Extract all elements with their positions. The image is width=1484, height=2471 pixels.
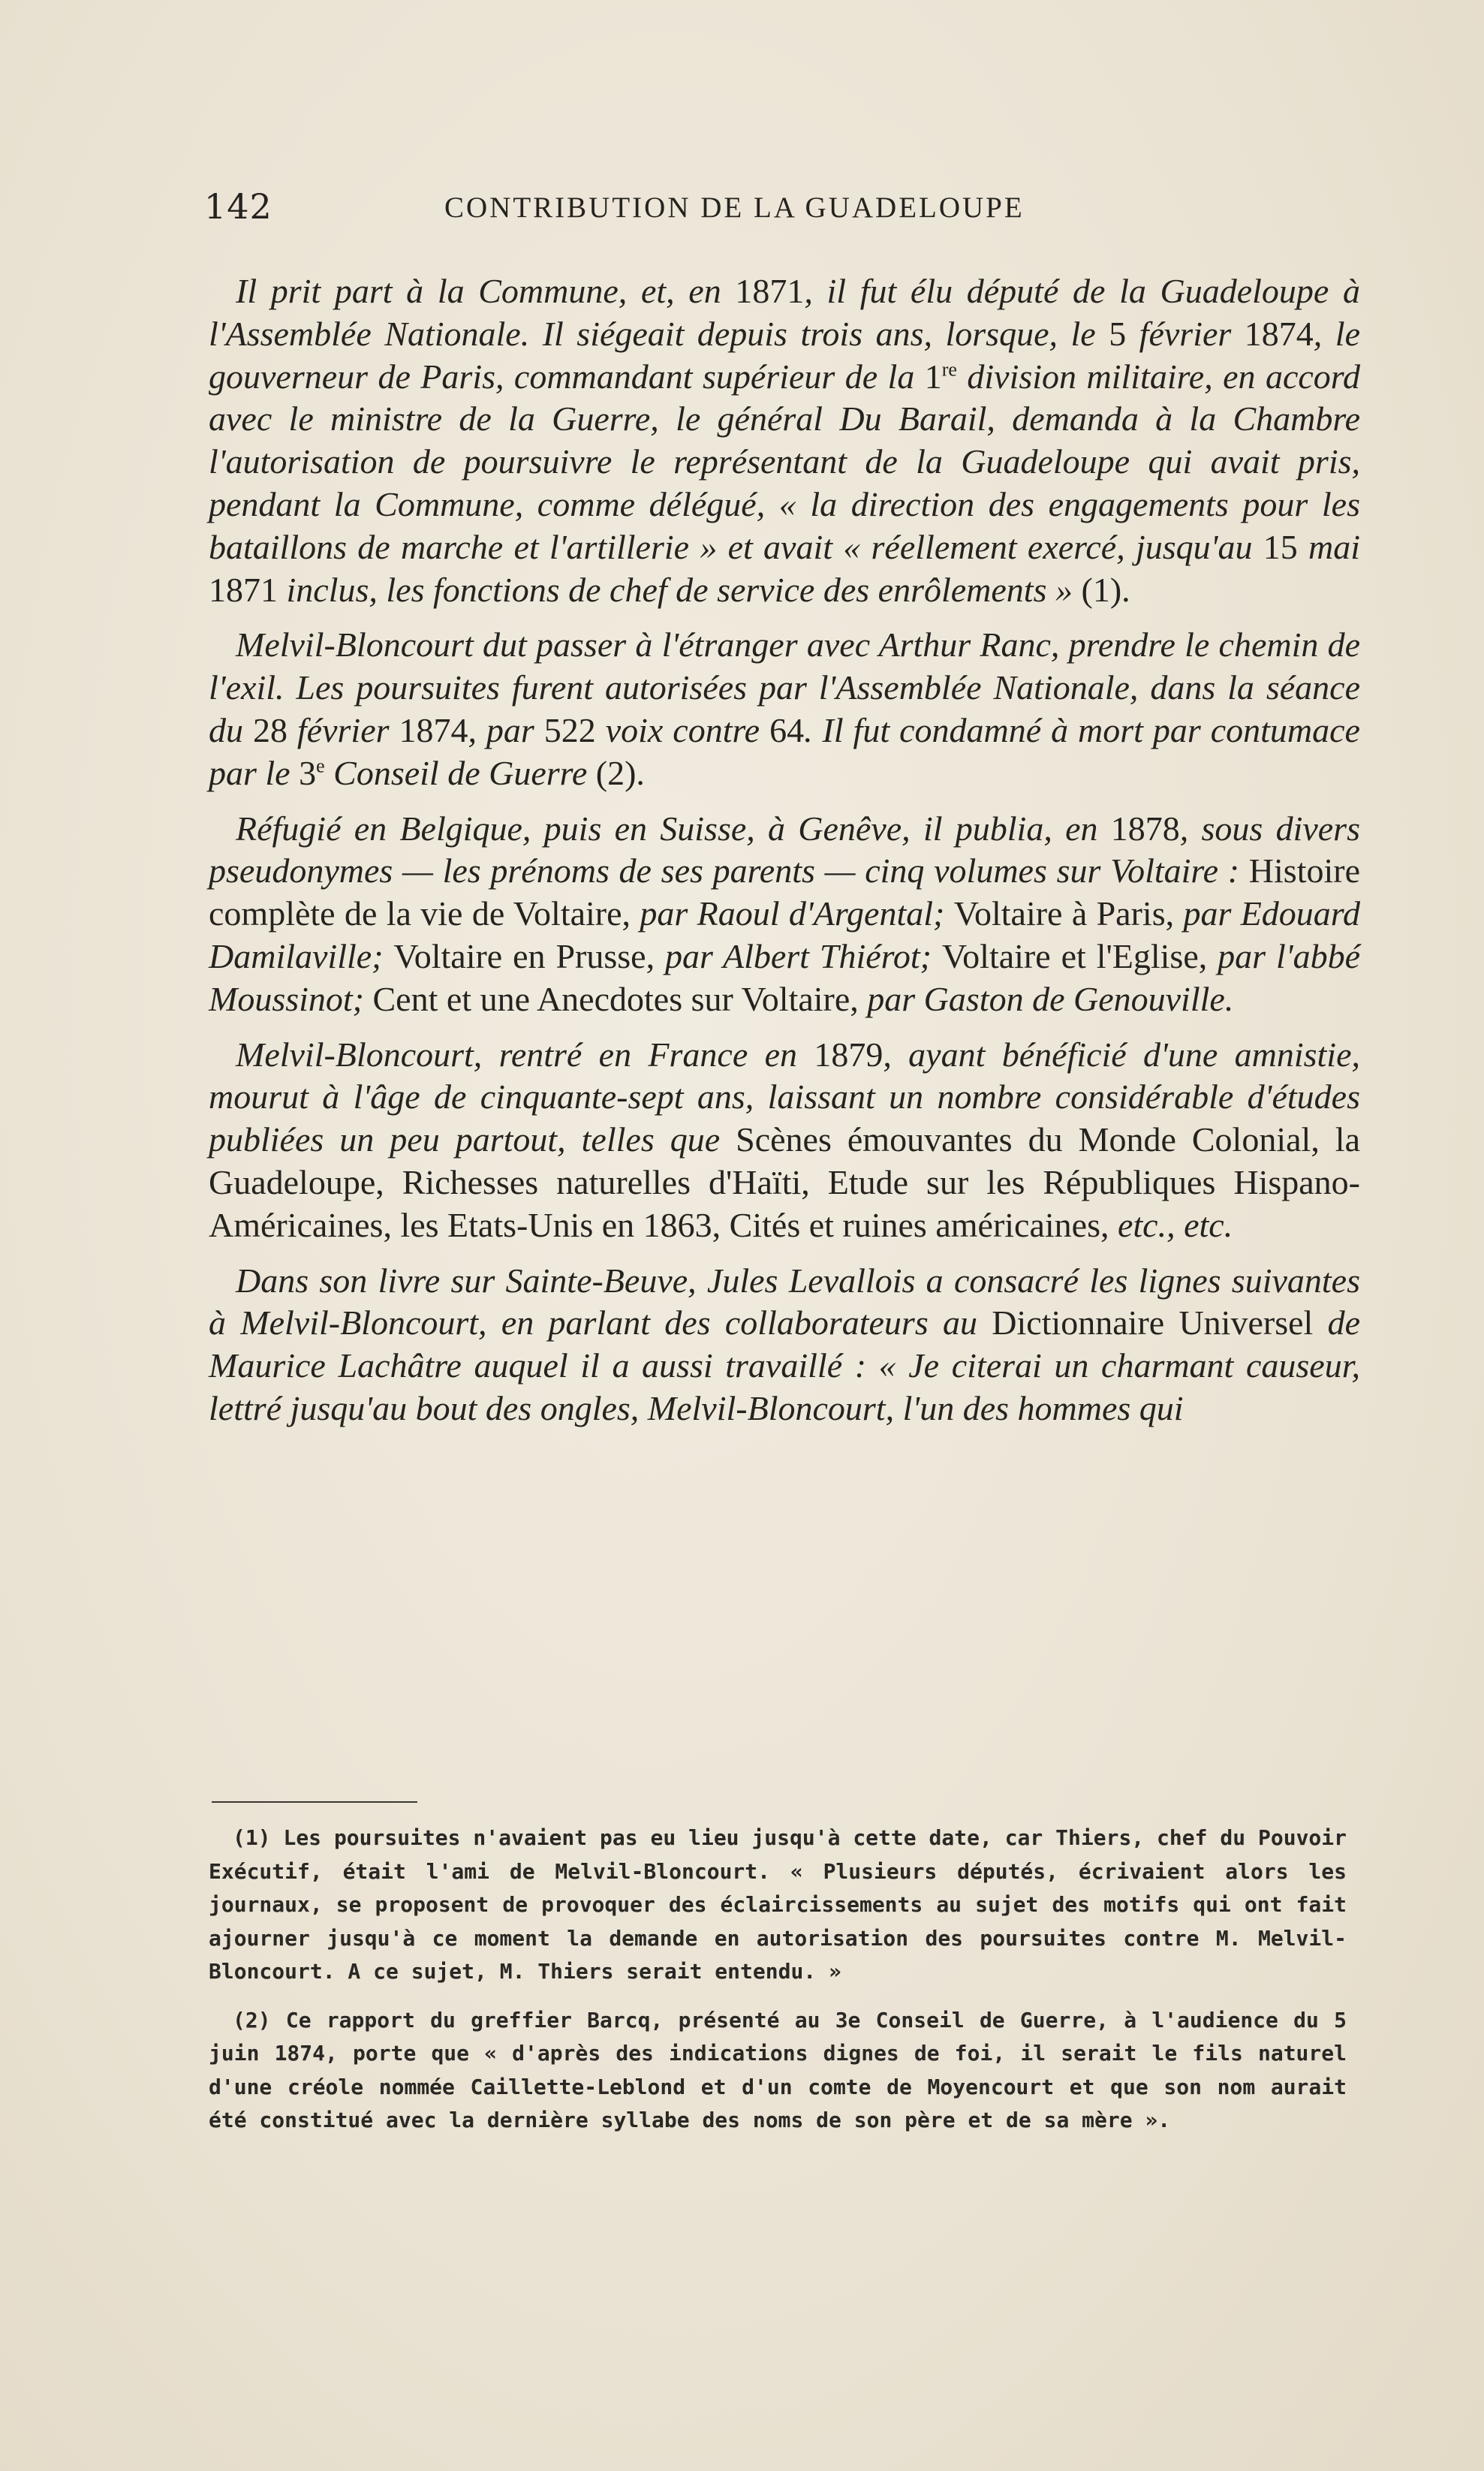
text-segment: division militaire, en accord avec le ministre de la Guerre, le général Du Barail, demanda à la Chambre l'autorisation de poursuivre le représentant de la Guadeloupe qui avait pris, pendant la Commune, comme délégué, « la direction des engagements pour les bataillons de marche et l'artillerie » et avait « réellement exercé, jusqu'au [209, 357, 1360, 566]
text-segment: Conseil de Guerre [324, 753, 596, 792]
text-segment: Il prit part à la Commune, et, en [236, 272, 736, 310]
text-segment: février [287, 710, 399, 749]
text-segment: (1). [1081, 570, 1130, 609]
text-segment: 5 [1109, 314, 1127, 353]
text-segment: voix contre [595, 710, 770, 749]
text-segment: e [316, 755, 325, 777]
body-text [209, 270, 1360, 1430]
text-segment: Dictionnaire Universel [992, 1303, 1328, 1342]
text-segment: par l'abbé Moussinot; [209, 936, 1361, 1018]
text-segment: février [1126, 314, 1245, 353]
text-segment: , par [468, 710, 544, 749]
text-segment: Scènes émouvantes du Monde Colonial, la Guadeloupe, Richesses naturelles d'Haïti, Etude sur les Républiques Hispano-Américaines, les Etats-Unis en 1863, Cités et ruines américaines, [209, 1120, 1361, 1244]
text-segment: etc., etc. [1117, 1205, 1233, 1244]
text-segment: . Il fut condamné à mort par contumace par le [209, 710, 1360, 792]
text-segment: Cent et une Anecdotes sur Voltaire, [372, 979, 868, 1018]
text-segment: 1879 [814, 1035, 883, 1074]
text-segment: Histoire complète de la vie de Voltaire, [209, 851, 1360, 933]
text-segment: re [941, 358, 957, 381]
text-segment: , ayant bénéficié d'une amnistie, mourut à l'âge de cinquante-sept ans, laissant un nombre considérable d'études publiées un peu partout, telles que [209, 1035, 1360, 1159]
footnote: (2) Ce rapport du greffier Barcq, présenté au 3e Conseil de Guerre, à l'audience du 5 juin 1874, porte que « d'après des indications dignes de foi, il serait le fils naturel d'une créole nommée Caillette-Leblond et d'un comte de Moyencourt et que son nom aurait été constitué avec la dernière syllabe des noms de son père et de sa mère ». [209, 2007, 1347, 2132]
paragraph [209, 1034, 1360, 1247]
text-segment: Voltaire et l'Eglise, [941, 936, 1218, 975]
footnote-divider [212, 1801, 417, 1803]
text-segment: 522 [543, 710, 596, 749]
text-segment: 64 [769, 710, 805, 749]
paragraph [209, 1260, 1360, 1430]
text-segment: par Albert Thiérot; [665, 936, 942, 975]
text-segment: 1871 [735, 272, 805, 310]
text-segment: 3 [299, 753, 317, 792]
text-segment: 1878 [1110, 809, 1180, 848]
text-segment: 1874 [1244, 314, 1314, 353]
text-segment: (2). [595, 753, 645, 792]
text-segment: par Raoul d'Argental; [640, 894, 954, 933]
text-segment: inclus, les fonctions de chef de service des enrôlements » [278, 570, 1082, 609]
paragraph [209, 624, 1360, 794]
text-segment: Melvil-Bloncourt, rentré en France en [236, 1035, 814, 1074]
text-segment: mai [1297, 527, 1360, 566]
footnote: (1) Les poursuites n'avaient pas eu lieu jusqu'à cette date, car Thiers, chef du Pouvoir Exécutif, était l'ami de Melvil-Bloncourt. « Plusieurs députés, écrivaient alors les journaux, se proposent de provoquer des éclaircissements au sujet des motifs qui ont fait ajourner jusqu'à ce moment la demande en autorisation des poursuites contre M. Melvil-Bloncourt. A ce sujet, M. Thiers serait entendu. » [209, 1825, 1347, 1984]
text-segment: par Gaston de Genouville. [867, 979, 1234, 1018]
paragraph [209, 270, 1360, 611]
running-title: CONTRIBUTION DE LA GUADELOUPE [444, 191, 1025, 224]
text-segment: Réfugié en Belgique, puis en Suisse, à Genêve, il publia, en [236, 809, 1111, 848]
paragraph [209, 808, 1360, 1021]
text-segment: 15 [1263, 527, 1298, 566]
text-segment: 1874 [399, 710, 468, 749]
text-segment: 28 [252, 710, 287, 749]
page-number: 142 [204, 186, 272, 227]
text-segment: , le gouverneur de Paris, commandant supérieur de la [209, 314, 1360, 396]
text-segment: 1871 [209, 570, 278, 609]
text-segment: Dans son livre sur Sainte-Beuve, Jules Levallois a consacré les lignes suivantes à Melvil-Bloncourt, en parlant des collaborateurs au [209, 1261, 1360, 1342]
text-segment: par Edouard Damilaville; [209, 894, 1361, 975]
text-segment: 1 [924, 357, 942, 396]
page-header [204, 186, 1360, 234]
text-segment: Voltaire à Paris, [953, 894, 1184, 933]
text-segment: , sous divers pseudonymes — les prénoms de ses parents — cinq volumes sur Voltaire : [209, 809, 1360, 890]
footnotes [209, 1822, 1347, 2153]
text-segment: de Maurice Lachâtre auquel il a aussi travaillé : « Je citerai un charmant causeur, lettré jusqu'au bout des ongles, Melvil-Bloncourt, l'un des hommes qui [209, 1303, 1360, 1427]
text-segment: Melvil-Bloncourt dut passer à l'étranger avec Arthur Ranc, prendre le chemin de l'exil. Les poursuites furent autorisées par l'Assemblée Nationale, dans la séance du [209, 625, 1360, 749]
text-segment: Voltaire en Prusse, [393, 936, 665, 975]
text-segment: , il fut élu député de la Guadeloupe à l'Assemblée Nationale. Il siégeait depuis trois ans, lorsque, le [209, 272, 1360, 353]
